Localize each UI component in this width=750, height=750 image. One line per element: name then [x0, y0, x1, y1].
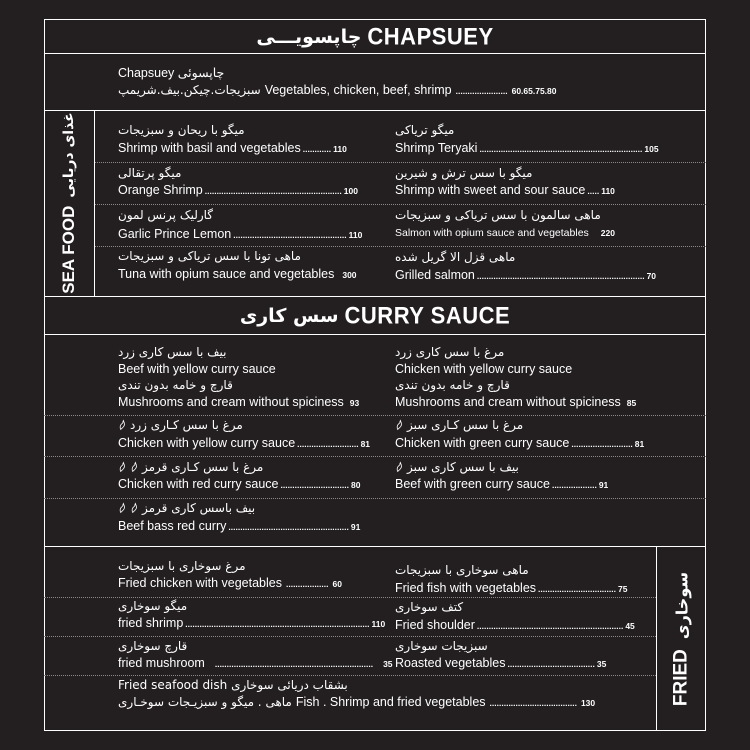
menu-item-leader: ..................................................................... [479, 144, 643, 154]
menu-item-leader: ............ [302, 144, 332, 154]
menu-item-fa: ماهی سوخاری با سبزیجات [395, 563, 529, 577]
menu-item-en: Orange Shrimp [118, 183, 203, 197]
menu-item-price: 91 [598, 480, 609, 490]
menu-item-fa: مرغ با سس کـاری سبز [407, 418, 524, 432]
menu-item-fa2: قارچ و خامه بدون تندی [395, 378, 510, 392]
divider [44, 546, 706, 547]
menu-item-price: 45 [625, 621, 635, 631]
row-separator [44, 636, 656, 637]
menu-item [118, 616, 385, 630]
menu-item-price: 85 [626, 398, 637, 408]
menu-item [118, 141, 347, 155]
seafood-side-en: SEA FOOD [59, 205, 78, 294]
menu-item-fa: مرغ سوخاری با سبزیجات [118, 559, 246, 573]
menu-item-fa: میگو با سس ترش و شیرین [395, 166, 533, 180]
menu-item-fa: ماهی سالمون با سس تریاکی و سبزیجات [395, 208, 601, 222]
menu-item-leader: .......................... [297, 439, 359, 449]
seafood-side-divider [94, 110, 95, 296]
menu-item-fa-desc: ماهی . میگو و سبزیـجات سوخـاری [118, 695, 292, 709]
menu-item-en: Chicken with yellow curry sauce [118, 436, 296, 450]
menu-item-fa: میگو تریاکی [395, 123, 455, 137]
menu-item-leader: ..................................... [507, 659, 595, 669]
menu-item-fa: مرغ با سس کـاری زرد [130, 418, 243, 432]
menu-item-price: 35 [383, 659, 393, 669]
menu-item-fa: مرغ با سس کـاری قرمز [142, 460, 264, 474]
menu-item-en: Grilled salmon [395, 268, 475, 282]
chili-icon [118, 502, 127, 514]
menu-item [118, 395, 359, 409]
menu-item [395, 581, 627, 595]
menu-item-leader: ..... [587, 186, 600, 196]
menu-item [395, 183, 615, 197]
menu-item-en2: Mushrooms and cream without spiciness [395, 395, 621, 409]
menu-item-fa: قارچ سوخاری [118, 639, 188, 653]
menu-item-price: 220 [600, 228, 615, 238]
menu-item-fa: ماهی قزل الا گریل شده [395, 250, 516, 264]
menu-item [395, 618, 635, 632]
menu-item-fa2: قارچ و خامه بدون تندی [118, 378, 233, 392]
menu-item-en: Garlic Prince Lemon [118, 227, 232, 241]
menu-item-en: Beef with yellow curry sauce [118, 362, 276, 376]
menu-item [118, 695, 595, 709]
menu-item-en: Fried chicken with vegetables [118, 576, 282, 590]
menu-item [118, 656, 393, 670]
chapsuey-heading [44, 22, 706, 52]
chapsuey-desc-en: Vegetables, chicken, beef, shrimp [264, 83, 452, 97]
row-separator [44, 498, 706, 499]
menu-item-price: 93 [349, 398, 360, 408]
menu-item-price: 110 [333, 144, 347, 154]
chapsuey-title-en: CHAPSUEY [367, 22, 494, 51]
chapsuey-desc-fa: سبزیجات.چیکن.بیف.شریمپ [118, 83, 261, 97]
menu-item-leader: ................................................................... [214, 659, 374, 669]
row-separator [95, 204, 706, 205]
menu-item-fa-row [395, 418, 523, 432]
menu-item-leader: ................................................ [233, 230, 347, 240]
chili-icon [118, 461, 127, 473]
row-separator [95, 162, 706, 163]
menu-item-en: Chicken with red curry sauce [118, 477, 279, 491]
divider [44, 296, 706, 297]
row-separator [44, 597, 656, 598]
menu-item [118, 267, 357, 281]
fried-side-divider [656, 546, 657, 731]
menu-item-price: 300 [342, 270, 357, 280]
menu-item-price: 81 [360, 439, 371, 449]
menu-item-en: Shrimp with basil and vegetables [118, 141, 301, 155]
menu-item-en: Fried fish with vegetables [395, 581, 537, 595]
chapsuey-item-row [118, 83, 557, 97]
menu-item-price: 35 [596, 659, 607, 669]
menu-item-price: 91 [350, 522, 361, 532]
chili-icon [130, 461, 139, 473]
menu-item [118, 183, 358, 197]
curry-title-fa: سس کاری [239, 305, 339, 327]
menu-item-fa-row [118, 418, 243, 432]
menu-item-fa: مرغ با سس کاری زرد [395, 345, 505, 359]
seafood-side-label [55, 110, 83, 296]
menu-item-fa: کتف سوخاری [395, 600, 464, 614]
menu-item-en: fried shrimp [118, 616, 184, 630]
menu-item-leader: .............................................................. [476, 621, 624, 631]
menu-item [395, 477, 608, 491]
menu-item-price: 75 [617, 584, 628, 594]
menu-item [395, 656, 606, 670]
menu-item-leader: ....................................................................... [476, 271, 645, 281]
menu-item-en: Chicken with yellow curry sauce [395, 362, 573, 376]
menu-item-en: Shrimp Teryaki [395, 141, 478, 155]
chapsuey-leader: ...................... [455, 86, 508, 96]
chapsuey-title-fa: چاپسویـــی [256, 26, 362, 48]
menu-item-price: 100 [343, 186, 358, 196]
menu-item [395, 141, 659, 155]
menu-item-price: 105 [644, 144, 659, 154]
menu-item-fa: ماهی تونا با سس تریاکی و سبزیجات [118, 249, 301, 263]
menu-item-fa: Fried seafood dish بشقاب دریائی سوخاری [118, 678, 348, 692]
curry-title-en: CURRY SAUCE [344, 301, 511, 330]
chapsuey-item-title: Chapsuey چاپسوئی [118, 66, 225, 80]
menu-item-leader: ................................. [538, 584, 616, 594]
menu-item-fa: گارلیک پرنس لمون [118, 208, 214, 222]
menu-item-en: Shrimp with sweet and sour sauce [395, 183, 586, 197]
menu-item-leader: .................. [285, 579, 329, 589]
menu-item-en: Tuna with opium sauce and vegetables [118, 267, 335, 281]
fried-side-label [667, 547, 697, 732]
seafood-side-fa: غذای دریایی [61, 112, 77, 198]
menu-item-leader: .......................................................... [204, 186, 342, 196]
menu-item-price: 110 [601, 186, 615, 196]
menu-item [395, 395, 636, 409]
menu-item-en: fried mushroom [118, 656, 205, 670]
menu-item [395, 268, 656, 282]
menu-item-leader: ................................................... [228, 522, 349, 532]
curry-heading [44, 300, 706, 332]
menu-item-fa: میگو سوخاری [118, 599, 188, 613]
menu-item-fa: بیف باسس کاری قرمز [142, 501, 256, 515]
divider [44, 53, 706, 54]
menu-item-en2: Mushrooms and cream without spiciness [118, 395, 344, 409]
chili-icon [118, 419, 127, 431]
menu-item [395, 436, 644, 450]
menu-item [118, 477, 360, 491]
menu-item-en: Chicken with green curry sauce [395, 436, 570, 450]
divider [44, 110, 706, 111]
chapsuey-price: 60.65.75.80 [511, 86, 557, 96]
menu-item [118, 519, 360, 533]
row-separator [95, 246, 706, 247]
fried-side-fa: سوخاری [672, 571, 691, 640]
menu-item-leader: ................... [551, 480, 597, 490]
menu-item-fa: سبزیجات سوخاری [395, 639, 488, 653]
menu-item-en: Roasted vegetables [395, 656, 506, 670]
chili-icon [130, 502, 139, 514]
menu-item-en: Fried shoulder [395, 618, 475, 632]
menu-item-price: 130 [580, 698, 596, 708]
menu-item-price: 80 [350, 480, 361, 490]
menu-item [118, 227, 362, 241]
divider [44, 334, 706, 335]
row-separator [44, 456, 706, 457]
menu-item-price: 110 [348, 230, 363, 240]
menu-item-price: 60 [332, 579, 342, 589]
menu-item-en: Salmon with opium sauce and vegetables [395, 227, 589, 239]
menu-item-price: 70 [646, 271, 657, 281]
chili-icon [395, 419, 404, 431]
menu-item-price: 81 [634, 439, 645, 449]
menu-item-fa-row [118, 501, 255, 515]
menu-item [395, 227, 615, 239]
menu-item-leader: ............................. [280, 480, 349, 490]
menu-item-leader: .............................................................................. [185, 619, 370, 629]
menu-item-leader: .......................... [571, 439, 633, 449]
row-separator [44, 675, 656, 676]
menu-item-leader: ..................................... [489, 698, 577, 708]
menu-item-fa: بیف با سس کاری زرد [118, 345, 227, 359]
menu-item-fa: میگو با ریحان و سبزیجات [118, 123, 245, 137]
menu-item-en: Fish . Shrimp and fried vegetables [295, 695, 486, 709]
menu-item [118, 436, 370, 450]
menu-item-en: Beef bass red curry [118, 519, 227, 533]
menu-item-en: Beef with green curry sauce [395, 477, 550, 491]
row-separator [44, 415, 706, 416]
menu-item-fa: میگو پرتقالی [118, 166, 182, 180]
chili-icon [395, 461, 404, 473]
menu-item-fa-row [118, 460, 263, 474]
menu-item-fa: بیف با سس کاری سبز [407, 460, 519, 474]
menu-item [118, 576, 342, 590]
menu-item-price: 110 [371, 619, 386, 629]
menu-item-fa-row [395, 460, 519, 474]
fried-side-en: FRIED [670, 649, 692, 707]
